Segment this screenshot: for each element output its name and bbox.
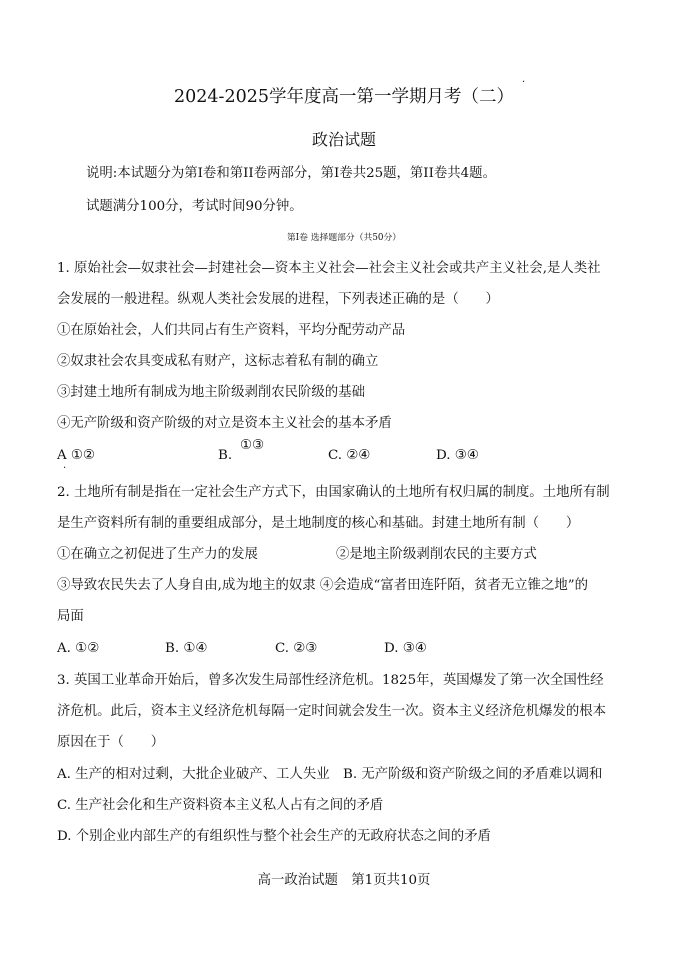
q1-statement-3: ③封建土地所有制成为地主阶级剥削农民阶级的基础 xyxy=(57,385,365,400)
q2-option-d: D. ③④ xyxy=(384,641,427,656)
q3-stem-line-3: 原因在于（ ） xyxy=(57,735,165,750)
q1-stem-line-1: 1. 原始社会—奴隶社会—封建社会—资本主义社会—社会主义社会或共产主义社会,是人类社 xyxy=(57,261,601,276)
q3-stem-line-2: 济危机。此后，资本主义经济危机每隔一定时间就会发生一次。资本主义经济危机爆发的根本 xyxy=(57,704,607,719)
exam-title: 2024-2025学年度高一第一学期月考（二） xyxy=(174,87,514,107)
q2-option-b: B. ①④ xyxy=(165,641,208,656)
instructions-line-2: 试题满分100分，考试时间90分钟。 xyxy=(86,199,303,214)
stray-dot-mark: · xyxy=(522,77,526,88)
q1-stem-line-2: 会发展的一般进程。纵观人类社会发展的进程，下列表述正确的是（ ） xyxy=(57,292,499,307)
q2-statement-2: ②是地主阶级剥削农民的主要方式 xyxy=(336,547,537,562)
q2-option-c: C. ②③ xyxy=(275,641,318,656)
exam-subject: 政治试题 xyxy=(311,130,376,149)
q3-option-c: C. 生产社会化和生产资料资本主义私人占有之间的矛盾 xyxy=(57,798,384,813)
q3-option-a-b: A. 生产的相对过剩，大批企业破产、工人失业 B. 无产阶级和资产阶级之间的矛盾难以调和 xyxy=(57,767,603,782)
q1-statement-2: ②奴隶社会农具变成私有财产，这标志着私有制的确立 xyxy=(57,354,379,369)
q1-statement-1: ①在原始社会，人们共同占有生产资料，平均分配劳动产品 xyxy=(57,323,406,338)
q1-option-c: C. ②④ xyxy=(328,448,371,463)
q2-stem-line-2: 是生产资料所有制的重要组成部分，是土地制度的核心和基础。封建土地所有制（ ） xyxy=(57,516,580,531)
q2-statement-4-continued: 局面 xyxy=(57,609,84,624)
q2-option-a: A. ①② xyxy=(57,641,100,656)
instructions-line-1: 说明:本试题分为第I卷和第II卷两部分，第I卷共25题，第II卷共4题。 xyxy=(86,166,496,181)
q3-option-d: D. 个别企业内部生产的有组织性与整个社会生产的无政府状态之间的矛盾 xyxy=(57,829,491,844)
q1-statement-4: ④无产阶级和资产阶级的对立是资本主义社会的基本矛盾 xyxy=(57,416,392,431)
q1-option-b-value: ①③ xyxy=(240,438,265,453)
page-footer: 高一政治试题 第1页共10页 xyxy=(257,873,431,888)
stray-dot-mark: · xyxy=(63,463,67,474)
q2-stem-line-1: 2. 土地所有制是指在一定社会生产方式下，由国家确认的土地所有权归属的制度。土地所有制 xyxy=(57,485,610,500)
q1-option-b-label: B. xyxy=(218,448,233,463)
q2-statement-3-4: ③导致农民失去了人身自由,成为地主的奴隶 ④会造成“富者田连阡陌，贫者无立锥之地”的 xyxy=(57,578,589,593)
q1-option-d: D. ③④ xyxy=(436,448,479,463)
q1-option-a: A ①② xyxy=(57,448,95,463)
q3-stem-line-1: 3. 英国工业革命开始后，曾多次发生局部性经济危机。1825年，英国爆发了第一次全国性经 xyxy=(57,673,604,688)
q2-statement-1: ①在确立之初促进了生产力的发展 xyxy=(57,547,258,562)
section-title: 第I卷 选择题部分（共50分） xyxy=(286,233,402,243)
